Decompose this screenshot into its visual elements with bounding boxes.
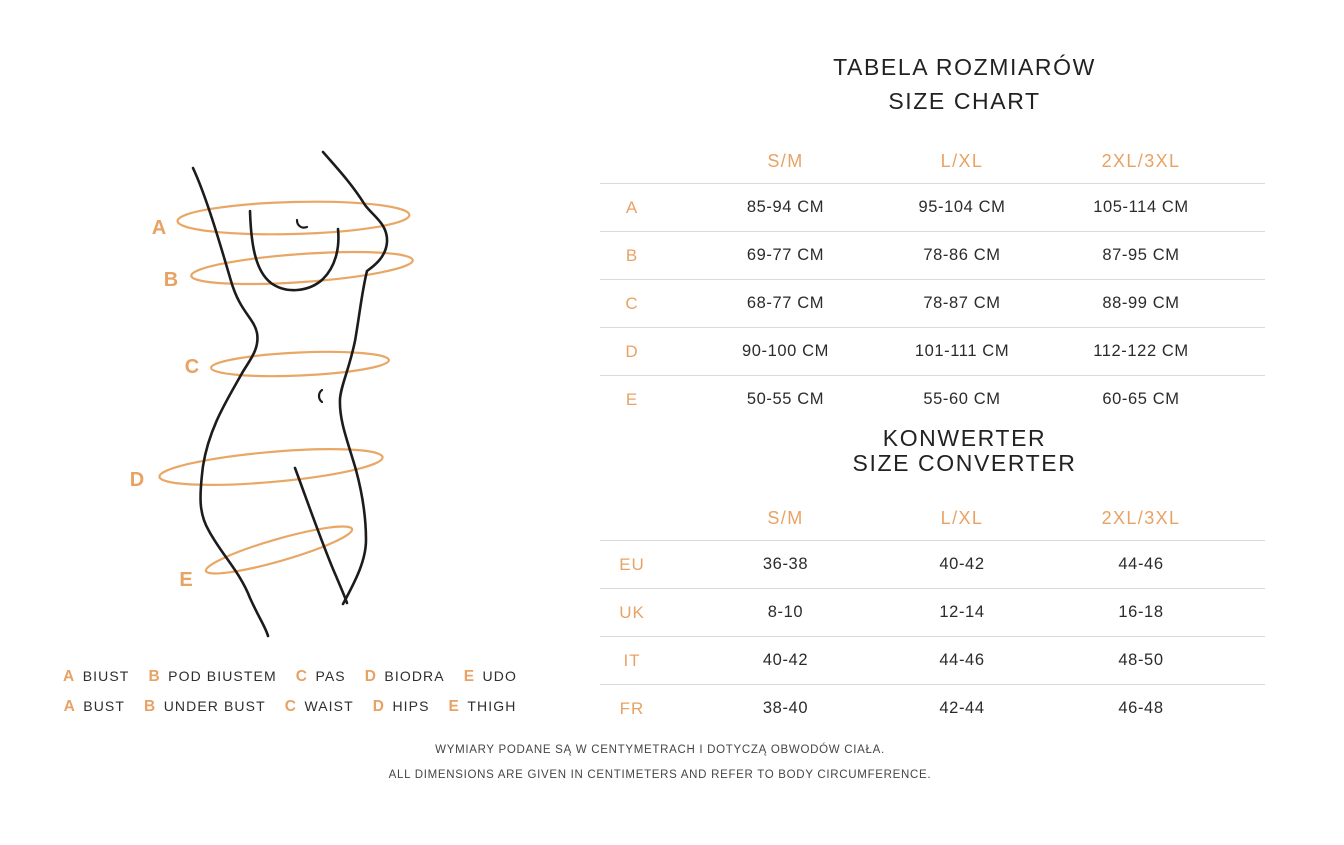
legend-label: THIGH [467, 698, 517, 714]
breast-curve [250, 211, 338, 290]
legend-label: BUST [83, 698, 126, 714]
page-title-en: SIZE CHART [888, 88, 1041, 114]
row-label: A [625, 197, 639, 217]
legend-item [64, 698, 125, 716]
column-header-sm: S/M [767, 151, 804, 171]
column-header-2xl3xl: 2XL/3XL [1101, 151, 1181, 171]
column-header-lxl: L/XL [940, 508, 984, 528]
cell-value: 112-122 CM [1093, 342, 1189, 360]
legend-label: BIODRA [384, 668, 445, 684]
legend-item [464, 668, 517, 686]
cell-value: 44-46 [939, 651, 985, 669]
column-header-lxl: L/XL [940, 151, 984, 171]
footer-note-en: ALL DIMENSIONS ARE GIVEN IN CENTIMETERS AND REFER TO BODY CIRCUMFERENCE. [388, 769, 932, 781]
cell-value: 95-104 CM [918, 198, 1006, 216]
cell-value: 46-48 [1118, 699, 1164, 717]
legend-label: UNDER BUST [163, 698, 266, 714]
cell-value: 90-100 CM [741, 342, 830, 360]
row-label: D [625, 341, 639, 361]
legend-label: PAS [315, 668, 346, 684]
cell-value: 85-94 CM [746, 198, 825, 216]
measurement-ellipse-e [203, 518, 355, 581]
inner-thigh-line [295, 468, 347, 603]
cell-value: 50-55 CM [746, 390, 825, 408]
legend-item [365, 668, 445, 686]
table-row [600, 327, 1265, 375]
legend-letter: D [364, 668, 377, 685]
footer-notes [0, 742, 1320, 783]
converter-title-pl: KONWERTER [882, 425, 1047, 451]
navel-mark [319, 390, 322, 402]
cell-value: 68-77 CM [746, 294, 825, 312]
cell-value: 48-50 [1118, 651, 1164, 669]
row-label: B [625, 245, 639, 265]
figure-letter-c: C [184, 356, 200, 378]
column-header-2xl3xl: 2XL/3XL [1101, 508, 1181, 528]
legend-item [148, 668, 276, 686]
legend-label: UDO [482, 668, 517, 684]
table-row [600, 231, 1265, 279]
cell-value: 78-86 CM [923, 246, 1001, 264]
size-chart-table [600, 140, 1265, 423]
figure-letters [130, 217, 199, 591]
body-outline-left [193, 168, 268, 636]
figure-letter-d: D [129, 469, 145, 491]
row-label: UK [619, 602, 645, 622]
legend-item [285, 698, 354, 716]
legend-letter: C [284, 698, 297, 715]
legend-letter: A [63, 698, 76, 715]
legend-item [373, 698, 430, 716]
cell-value: 12-14 [939, 603, 985, 621]
nipple-mark [297, 220, 307, 228]
cell-value: 40-42 [762, 651, 809, 669]
body-outline-right [323, 152, 387, 604]
row-label: FR [619, 698, 645, 718]
figure-letter-a: A [151, 217, 167, 239]
row-label: E [625, 389, 639, 409]
column-header-sm: S/M [767, 508, 804, 528]
measurement-legend [40, 668, 540, 716]
legend-item [449, 698, 517, 716]
table-row [600, 375, 1265, 423]
cell-value: 78-87 CM [923, 294, 1001, 312]
legend-letter: D [372, 698, 385, 715]
cell-value: 60-65 CM [1102, 390, 1180, 408]
legend-label: POD BIUSTEM [168, 668, 277, 684]
legend-letter: C [295, 668, 308, 685]
table-row [600, 540, 1265, 588]
measurement-ellipse-c [211, 349, 390, 380]
legend-row-en [40, 698, 540, 716]
cell-value: 44-46 [1118, 555, 1164, 573]
cell-value: 40-42 [939, 555, 985, 573]
cell-value: 69-77 CM [746, 246, 825, 264]
cell-value: 87-95 CM [1102, 246, 1180, 264]
legend-letter: E [448, 698, 460, 715]
table-row [600, 183, 1265, 231]
page-title-pl: TABELA ROZMIARÓW [833, 54, 1096, 80]
cell-value: 105-114 CM [1093, 198, 1189, 216]
legend-item [63, 668, 129, 686]
size-chart-header-row [600, 140, 1265, 183]
table-row [600, 684, 1265, 732]
measurement-ellipses [158, 199, 414, 582]
legend-letter: B [148, 668, 161, 685]
table-row [600, 636, 1265, 684]
cell-value: 88-99 CM [1102, 294, 1180, 312]
cell-value: 55-60 CM [923, 390, 1001, 408]
legend-label: BIUST [82, 668, 130, 684]
size-converter-header-row [600, 497, 1265, 540]
legend-letter: A [63, 668, 75, 685]
legend-label: WAIST [304, 698, 354, 714]
legend-row-pl [40, 668, 540, 686]
cell-value: 38-40 [762, 699, 809, 717]
figure-letter-e: E [179, 569, 193, 591]
body-figure-illustration [120, 140, 440, 650]
cell-value: 8-10 [767, 603, 804, 621]
row-label: C [625, 293, 639, 313]
cell-value: 42-44 [939, 699, 985, 717]
figure-letter-b: B [163, 269, 179, 291]
legend-letter: E [463, 668, 475, 685]
footer-note-pl: WYMIARY PODANE SĄ W CENTYMETRACH I DOTYCZĄ OBWODÓW CIAŁA. [435, 744, 885, 756]
table-row [600, 279, 1265, 327]
cell-value: 101-111 CM [914, 342, 1010, 360]
row-label: EU [619, 554, 645, 574]
converter-title-en: SIZE CONVERTER [852, 450, 1077, 476]
legend-item [296, 668, 346, 686]
size-converter-table [600, 497, 1265, 732]
body-outline [193, 152, 387, 636]
legend-letter: B [144, 698, 156, 715]
legend-label: HIPS [392, 698, 430, 714]
row-label: IT [623, 650, 641, 670]
tables-area [600, 0, 1265, 740]
cell-value: 36-38 [762, 555, 809, 573]
table-row [600, 588, 1265, 636]
legend-item [144, 698, 266, 716]
cell-value: 16-18 [1118, 603, 1164, 621]
